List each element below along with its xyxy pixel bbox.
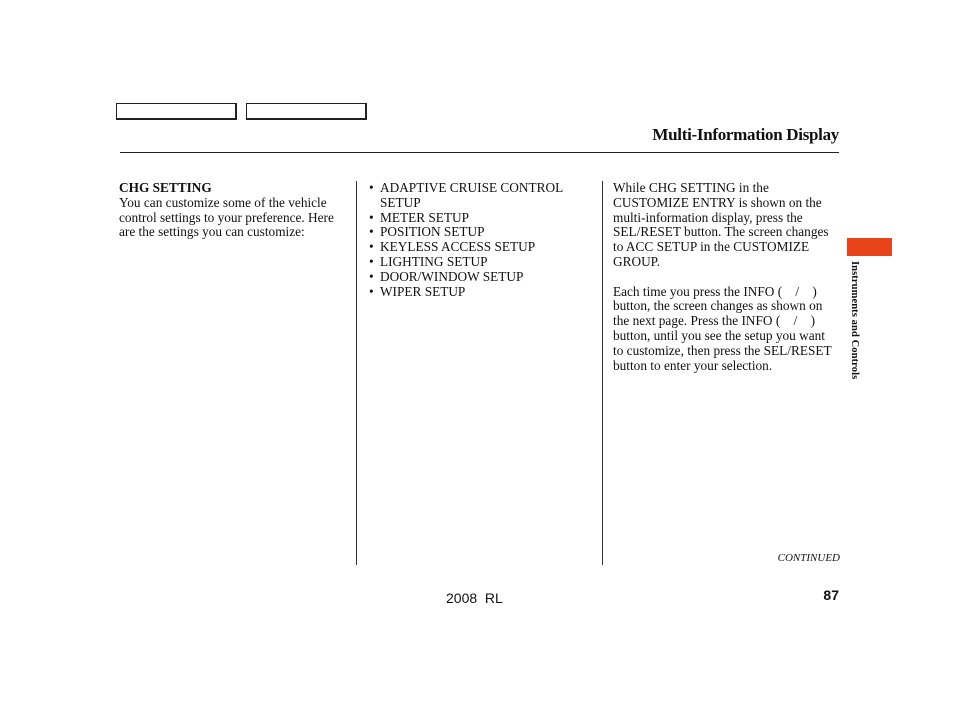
list-item-label: METER SETUP [380,209,470,225]
header-rule [120,152,839,153]
bullet-icon: • [369,224,374,240]
bullet-icon: • [369,268,374,284]
bullet-icon: • [369,209,374,225]
previous-page-button[interactable] [116,103,237,120]
model-label: 2008 RL [446,590,503,606]
right-column [613,181,837,373]
left-column [119,181,341,240]
next-page-button[interactable] [246,103,367,120]
list-item [369,181,589,211]
list-item-label: WIPER SETUP [380,283,466,299]
instruction-paragraph: While CHG SETTING in the CUSTOMIZE ENTRY is shown on the multi-information display, press the SEL/RESET button. The screen changes to ACC SETUP in the CUSTOMIZE GROUP. [613,180,829,269]
list-item-label: ADAPTIVE CRUISE CONTROL SETUP [380,180,563,210]
list-item-label: KEYLESS ACCESS SETUP [380,239,536,255]
list-item-label: LIGHTING SETUP [380,253,488,269]
middle-column [369,181,589,299]
bullet-icon: • [369,180,374,195]
section-tab [847,238,892,256]
page-title: Multi-Information Display [652,125,839,144]
column-divider [602,181,603,565]
list-item [369,225,589,240]
page-number: 87 [823,587,839,603]
bullet-icon: • [369,239,374,255]
instruction-paragraph: Each time you press the INFO ( / ) button, the screen changes as shown on the next page. Press the INFO ( / ) button, until you see the setup you want to customize, then press the SEL/RESET button to enter your selection. [613,283,835,373]
list-item-label: POSITION SETUP [380,224,485,240]
settings-list [369,181,589,299]
bullet-icon: • [369,253,374,269]
section-tab-label: Instruments and Controls [849,261,860,380]
list-item-label: DOOR/WINDOW SETUP [380,268,524,284]
intro-paragraph: You can customize some of the vehicle control settings to your preference. Here are the settings you can customize: [119,194,334,240]
list-item [369,240,589,255]
bullet-icon: • [369,283,374,299]
list-item [369,285,589,300]
continued-note: CONTINUED [777,552,840,564]
column-divider [356,181,357,565]
list-item [369,211,589,226]
list-item [369,270,589,285]
section-heading: CHG SETTING [119,180,212,195]
list-item [369,255,589,270]
